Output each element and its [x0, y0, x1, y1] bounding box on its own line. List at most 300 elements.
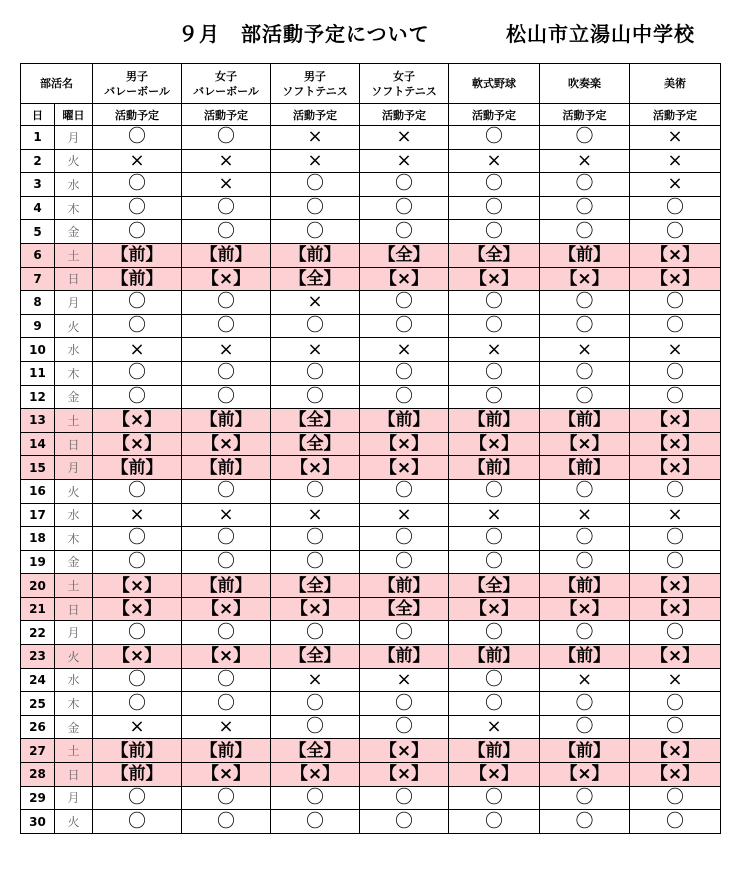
schedule-cell: 〇	[449, 550, 540, 574]
schedule-cell: 〇	[271, 196, 360, 220]
club-header: 軟式野球	[449, 64, 540, 104]
table-row	[21, 668, 721, 692]
schedule-cell: 【×】	[360, 267, 449, 291]
club-label: 部活名	[21, 64, 93, 104]
schedule-body	[21, 64, 721, 834]
schedule-cell: 〇	[271, 527, 360, 551]
day-number: 17	[21, 503, 55, 527]
schedule-cell: 〇	[182, 385, 271, 409]
schedule-cell: 〇	[449, 786, 540, 810]
schedule-cell: 【前】	[540, 739, 630, 763]
schedule-cell: 〇	[449, 479, 540, 503]
schedule-cell: 〇	[449, 173, 540, 197]
schedule-cell: 〇	[93, 621, 182, 645]
table-row	[21, 692, 721, 716]
table-row	[21, 291, 721, 315]
schedule-cell: 〇	[360, 385, 449, 409]
schedule-cell: 〇	[540, 126, 630, 150]
schedule-cell: 〇	[540, 550, 630, 574]
day-number: 20	[21, 574, 55, 598]
plan-label: 活動予定	[93, 104, 182, 126]
schedule-cell: 〇	[93, 126, 182, 150]
schedule-cell: 【前】	[93, 739, 182, 763]
schedule-cell: 〇	[182, 126, 271, 150]
schedule-cell: 【前】	[182, 409, 271, 433]
weekday: 月	[55, 291, 93, 315]
day-number: 11	[21, 361, 55, 385]
club-line1: 女子	[393, 69, 415, 83]
day-number: 10	[21, 338, 55, 362]
schedule-cell: 【×】	[449, 597, 540, 621]
schedule-cell: 〇	[271, 173, 360, 197]
schedule-cell: 〇	[360, 786, 449, 810]
schedule-cell: 〇	[360, 715, 449, 739]
schedule-cell: 【×】	[540, 597, 630, 621]
table-row	[21, 739, 721, 763]
schedule-cell: 〇	[93, 479, 182, 503]
schedule-cell: 【全】	[271, 645, 360, 669]
table-row	[21, 196, 721, 220]
sub-header-row	[21, 104, 721, 126]
day-number: 4	[21, 196, 55, 220]
weekday: 金	[55, 715, 93, 739]
schedule-cell: 〇	[182, 786, 271, 810]
weekday: 日	[55, 432, 93, 456]
schedule-cell: 【前】	[182, 243, 271, 267]
schedule-cell: 【×】	[93, 432, 182, 456]
schedule-cell: 【前】	[449, 739, 540, 763]
table-row	[21, 243, 721, 267]
schedule-cell: 【×】	[93, 645, 182, 669]
table-row	[21, 361, 721, 385]
schedule-cell: 【×】	[271, 456, 360, 480]
weekday: 月	[55, 786, 93, 810]
schedule-cell: 【×】	[540, 432, 630, 456]
plan-label: 活動予定	[540, 104, 630, 126]
schedule-cell: 〇	[630, 550, 721, 574]
table-row	[21, 550, 721, 574]
club-line2: バレーボール	[104, 84, 170, 98]
schedule-cell: 【前】	[540, 574, 630, 598]
schedule-cell: 【全】	[271, 574, 360, 598]
weekday: 土	[55, 739, 93, 763]
club-line1: 男子	[126, 69, 148, 83]
schedule-cell: ×	[630, 668, 721, 692]
schedule-cell: 〇	[93, 527, 182, 551]
weekday: 日	[55, 267, 93, 291]
schedule-cell: ×	[271, 503, 360, 527]
schedule-cell: ×	[449, 503, 540, 527]
schedule-cell: 〇	[540, 479, 630, 503]
schedule-cell: 【×】	[182, 763, 271, 787]
schedule-cell: 〇	[182, 291, 271, 315]
schedule-cell: 〇	[182, 361, 271, 385]
club-line1: 女子	[215, 69, 237, 83]
day-number: 3	[21, 173, 55, 197]
day-number: 19	[21, 550, 55, 574]
schedule-cell: 〇	[630, 715, 721, 739]
schedule-cell: 〇	[540, 692, 630, 716]
schedule-cell: ×	[360, 668, 449, 692]
schedule-cell: 〇	[630, 385, 721, 409]
weekday: 火	[55, 645, 93, 669]
schedule-cell: 【×】	[360, 432, 449, 456]
schedule-cell: 【×】	[182, 267, 271, 291]
schedule-cell: 〇	[271, 550, 360, 574]
weekday: 水	[55, 173, 93, 197]
schedule-cell: ×	[630, 173, 721, 197]
schedule-cell: 【前】	[182, 574, 271, 598]
schedule-cell: 〇	[540, 786, 630, 810]
schedule-cell: 〇	[630, 692, 721, 716]
schedule-cell: 〇	[182, 692, 271, 716]
schedule-cell: 〇	[449, 314, 540, 338]
day-number: 9	[21, 314, 55, 338]
table-row	[21, 338, 721, 362]
schedule-cell: ×	[449, 149, 540, 173]
club-header	[182, 64, 271, 104]
day-number: 8	[21, 291, 55, 315]
schedule-cell: 【前】	[540, 645, 630, 669]
schedule-cell: 【全】	[271, 739, 360, 763]
schedule-cell: 【前】	[449, 456, 540, 480]
schedule-cell: 〇	[540, 314, 630, 338]
schedule-cell: ×	[630, 126, 721, 150]
schedule-cell: 【×】	[630, 456, 721, 480]
schedule-cell: 〇	[271, 220, 360, 244]
schedule-cell: 〇	[93, 291, 182, 315]
day-number: 24	[21, 668, 55, 692]
schedule-cell: 〇	[449, 621, 540, 645]
schedule-cell: 〇	[93, 314, 182, 338]
schedule-cell: 〇	[182, 314, 271, 338]
day-number: 14	[21, 432, 55, 456]
schedule-cell: 〇	[630, 291, 721, 315]
club-header-row	[21, 64, 721, 104]
club-line2: バレーボール	[193, 84, 259, 98]
schedule-cell: 〇	[630, 220, 721, 244]
schedule-cell: 〇	[271, 385, 360, 409]
weekday: 水	[55, 668, 93, 692]
schedule-cell: 【前】	[540, 409, 630, 433]
day-number: 16	[21, 479, 55, 503]
schedule-cell: 〇	[449, 361, 540, 385]
schedule-cell: 【×】	[630, 597, 721, 621]
schedule-cell: 〇	[540, 220, 630, 244]
schedule-cell: 〇	[630, 479, 721, 503]
day-number: 21	[21, 597, 55, 621]
weekday: 金	[55, 220, 93, 244]
weekday: 月	[55, 456, 93, 480]
schedule-cell: 【×】	[271, 597, 360, 621]
schedule-cell: ×	[182, 338, 271, 362]
schedule-cell: ×	[630, 149, 721, 173]
schedule-cell: 【×】	[540, 763, 630, 787]
schedule-cell: 〇	[540, 196, 630, 220]
day-number: 18	[21, 527, 55, 551]
table-row	[21, 763, 721, 787]
school-name: 松山市立湯山中学校	[506, 22, 695, 46]
schedule-cell: 【全】	[360, 597, 449, 621]
schedule-cell: 〇	[540, 173, 630, 197]
schedule-cell: 〇	[360, 692, 449, 716]
day-number: 27	[21, 739, 55, 763]
schedule-cell: 〇	[630, 621, 721, 645]
schedule-cell: 【前】	[93, 267, 182, 291]
schedule-cell: ×	[182, 715, 271, 739]
schedule-cell: ×	[540, 503, 630, 527]
club-header: 美術	[630, 64, 721, 104]
schedule-cell: 〇	[449, 220, 540, 244]
weekday: 金	[55, 385, 93, 409]
schedule-cell: 【×】	[449, 432, 540, 456]
schedule-cell: 〇	[271, 692, 360, 716]
schedule-cell: 〇	[182, 527, 271, 551]
schedule-cell: ×	[630, 503, 721, 527]
weekday: 水	[55, 338, 93, 362]
schedule-cell: ×	[360, 503, 449, 527]
table-row	[21, 645, 721, 669]
schedule-cell: 【全】	[271, 267, 360, 291]
table-row	[21, 621, 721, 645]
schedule-cell: 〇	[93, 385, 182, 409]
schedule-cell: 【×】	[93, 597, 182, 621]
schedule-cell: 【×】	[449, 763, 540, 787]
schedule-cell: 【×】	[630, 267, 721, 291]
weekday: 土	[55, 243, 93, 267]
schedule-cell: 【全】	[449, 243, 540, 267]
schedule-cell: ×	[540, 149, 630, 173]
plan-label: 活動予定	[630, 104, 721, 126]
schedule-cell: 〇	[630, 527, 721, 551]
schedule-cell: 【×】	[182, 597, 271, 621]
schedule-cell: ×	[449, 715, 540, 739]
table-row	[21, 149, 721, 173]
day-number: 12	[21, 385, 55, 409]
schedule-cell: 〇	[93, 220, 182, 244]
schedule-cell: 【前】	[182, 456, 271, 480]
schedule-cell: ×	[271, 668, 360, 692]
club-header: 吹奏楽	[540, 64, 630, 104]
schedule-cell: 【×】	[630, 763, 721, 787]
weekday: 日	[55, 763, 93, 787]
day-number: 1	[21, 126, 55, 150]
schedule-cell: 〇	[540, 385, 630, 409]
schedule-cell: 〇	[449, 385, 540, 409]
club-line1: 男子	[304, 69, 326, 83]
day-number: 6	[21, 243, 55, 267]
table-row	[21, 479, 721, 503]
schedule-cell: 〇	[360, 361, 449, 385]
weekday: 火	[55, 810, 93, 834]
schedule-cell: 【×】	[360, 739, 449, 763]
schedule-cell: 【×】	[271, 763, 360, 787]
schedule-cell: 〇	[182, 810, 271, 834]
club-header	[93, 64, 182, 104]
title-row	[0, 14, 749, 54]
schedule-cell: 〇	[360, 314, 449, 338]
schedule-cell: ×	[93, 503, 182, 527]
schedule-cell: 〇	[449, 126, 540, 150]
schedule-cell: 〇	[271, 810, 360, 834]
schedule-cell: 【前】	[540, 243, 630, 267]
day-number: 25	[21, 692, 55, 716]
schedule-cell: 【前】	[93, 456, 182, 480]
schedule-table	[20, 63, 721, 834]
day-number: 22	[21, 621, 55, 645]
schedule-cell: 〇	[182, 220, 271, 244]
schedule-cell: ×	[360, 126, 449, 150]
schedule-cell: 〇	[360, 291, 449, 315]
plan-label: 活動予定	[182, 104, 271, 126]
weekday: 日	[55, 597, 93, 621]
table-row	[21, 597, 721, 621]
schedule-cell: ×	[271, 149, 360, 173]
schedule-cell: ×	[449, 338, 540, 362]
schedule-cell: 〇	[93, 810, 182, 834]
schedule-cell: ×	[271, 338, 360, 362]
schedule-cell: 〇	[93, 786, 182, 810]
schedule-cell: 〇	[271, 621, 360, 645]
day-number: 2	[21, 149, 55, 173]
schedule-cell: 〇	[182, 668, 271, 692]
day-label: 日	[21, 104, 55, 126]
schedule-cell: 〇	[271, 361, 360, 385]
table-row	[21, 715, 721, 739]
schedule-cell: 〇	[182, 196, 271, 220]
day-number: 13	[21, 409, 55, 433]
table-row	[21, 409, 721, 433]
weekday: 金	[55, 550, 93, 574]
weekday: 土	[55, 574, 93, 598]
schedule-cell: 〇	[360, 550, 449, 574]
schedule-cell: ×	[93, 338, 182, 362]
schedule-cell: 【前】	[93, 243, 182, 267]
schedule-cell: 【×】	[630, 739, 721, 763]
schedule-cell: 【×】	[93, 574, 182, 598]
schedule-cell: 【×】	[360, 456, 449, 480]
schedule-cell: 【前】	[360, 409, 449, 433]
table-row	[21, 503, 721, 527]
schedule-cell: 〇	[271, 479, 360, 503]
schedule-cell: ×	[93, 149, 182, 173]
schedule-cell: 〇	[271, 314, 360, 338]
schedule-cell: ×	[93, 715, 182, 739]
weekday: 月	[55, 126, 93, 150]
schedule-cell: 〇	[93, 550, 182, 574]
schedule-cell: 〇	[630, 810, 721, 834]
schedule-cell: 〇	[540, 810, 630, 834]
schedule-cell: 〇	[630, 314, 721, 338]
table-row	[21, 314, 721, 338]
table-row	[21, 810, 721, 834]
schedule-cell: 【×】	[182, 432, 271, 456]
schedule-cell: 〇	[449, 810, 540, 834]
plan-label: 活動予定	[449, 104, 540, 126]
weekday: 木	[55, 361, 93, 385]
schedule-cell: 〇	[360, 479, 449, 503]
schedule-cell: 【全】	[360, 243, 449, 267]
weekday: 水	[55, 503, 93, 527]
weekday: 木	[55, 527, 93, 551]
schedule-cell: 〇	[540, 715, 630, 739]
club-header	[360, 64, 449, 104]
schedule-cell: ×	[271, 126, 360, 150]
weekday: 木	[55, 692, 93, 716]
schedule-cell: 【×】	[540, 267, 630, 291]
schedule-cell: 〇	[540, 361, 630, 385]
day-number: 29	[21, 786, 55, 810]
schedule-cell: ×	[540, 338, 630, 362]
schedule-cell: ×	[182, 173, 271, 197]
day-number: 30	[21, 810, 55, 834]
schedule-cell: 〇	[540, 621, 630, 645]
plan-label: 活動予定	[360, 104, 449, 126]
schedule-cell: 〇	[182, 550, 271, 574]
schedule-cell: 〇	[360, 220, 449, 244]
schedule-cell: 【前】	[271, 243, 360, 267]
schedule-cell: ×	[630, 338, 721, 362]
weekday: 土	[55, 409, 93, 433]
day-number: 28	[21, 763, 55, 787]
table-row	[21, 267, 721, 291]
day-number: 7	[21, 267, 55, 291]
schedule-cell: 【前】	[449, 409, 540, 433]
day-number: 26	[21, 715, 55, 739]
club-line2: ソフトテニス	[282, 84, 348, 98]
schedule-cell: 【前】	[449, 645, 540, 669]
schedule-cell: 〇	[449, 692, 540, 716]
schedule-cell: ×	[360, 149, 449, 173]
table-row	[21, 126, 721, 150]
schedule-cell: 〇	[93, 361, 182, 385]
page-title: ９月 部活動予定について	[178, 22, 430, 46]
schedule-cell: 〇	[449, 527, 540, 551]
schedule-cell: 〇	[93, 692, 182, 716]
schedule-cell: 〇	[271, 715, 360, 739]
plan-label: 活動予定	[271, 104, 360, 126]
schedule-cell: 【×】	[360, 763, 449, 787]
weekday-label: 曜日	[55, 104, 93, 126]
schedule-cell: 〇	[360, 621, 449, 645]
schedule-cell: 〇	[449, 291, 540, 315]
day-number: 15	[21, 456, 55, 480]
schedule-cell: 【前】	[182, 739, 271, 763]
schedule-cell: 〇	[271, 786, 360, 810]
schedule-cell: ×	[182, 149, 271, 173]
schedule-cell: 【×】	[630, 409, 721, 433]
schedule-cell: 【前】	[360, 645, 449, 669]
table-row	[21, 385, 721, 409]
schedule-cell: 〇	[93, 668, 182, 692]
table-row	[21, 574, 721, 598]
schedule-cell: 【全】	[271, 409, 360, 433]
weekday: 火	[55, 314, 93, 338]
schedule-cell: 〇	[360, 810, 449, 834]
schedule-cell: 〇	[360, 196, 449, 220]
schedule-cell: 〇	[93, 196, 182, 220]
weekday: 月	[55, 621, 93, 645]
schedule-cell: 〇	[630, 361, 721, 385]
schedule-cell: 【全】	[449, 574, 540, 598]
weekday: 木	[55, 196, 93, 220]
schedule-cell: 【×】	[630, 432, 721, 456]
schedule-cell: 【×】	[93, 409, 182, 433]
schedule-cell: ×	[540, 668, 630, 692]
schedule-cell: 【×】	[630, 574, 721, 598]
schedule-cell: 〇	[93, 173, 182, 197]
schedule-cell: 【×】	[630, 243, 721, 267]
